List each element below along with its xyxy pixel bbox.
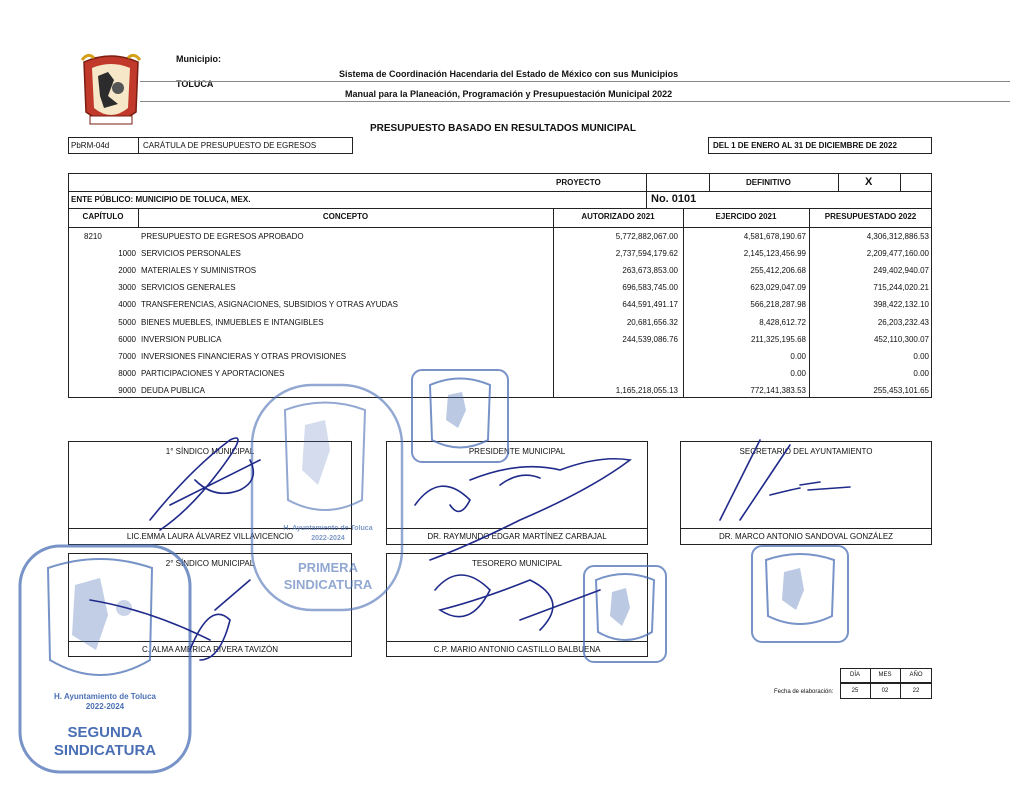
row-concepto: MATERIALES Y SUMINISTROS <box>141 266 257 276</box>
row-autorizado: 644,591,491.17 <box>622 300 678 310</box>
row-ejercido: 623,029,047.09 <box>750 283 806 293</box>
definitivo-label: DEFINITIVO <box>746 178 791 187</box>
row-concepto: INVERSION PUBLICA <box>141 334 222 344</box>
date-anio-label: AÑO <box>909 672 923 678</box>
proyecto-label: PROYECTO <box>556 178 601 187</box>
row-concepto: PRESUPUESTO DE EGRESOS APROBADO <box>141 232 304 241</box>
sindico2-title: 2° SÍNDICO MUNICIPAL <box>165 559 255 568</box>
row-ejercido: 211,325,195.68 <box>750 334 806 344</box>
date-anio: 22 <box>912 688 920 694</box>
row-concepto: SERVICIOS GENERALES <box>141 283 236 293</box>
row-autorizado: 696,583,745.00 <box>622 283 678 293</box>
row-autorizado: 5,772,882,067.00 <box>615 232 678 241</box>
row-ejercido: 8,428,612.72 <box>759 317 806 327</box>
row-ejercido: 0.00 <box>790 368 806 378</box>
row-capitulo: 1000 <box>118 249 136 259</box>
square-stamp-icon-1 <box>412 370 508 462</box>
header-ejercido: EJERCIDO 2021 <box>715 212 777 221</box>
header-capitulo: CAPÍTULO <box>82 212 124 221</box>
presidente-title: PRESIDENTE MUNICIPAL <box>468 447 566 456</box>
row-concepto: TRANSFERENCIAS, ASIGNACIONES, SUBSIDIOS Y OTRAS AYUDAS <box>141 300 398 310</box>
square-stamp-icon-3 <box>752 546 848 642</box>
municipio-name: TOLUCA <box>176 79 214 89</box>
mid-stamp-text-line3: PRIMERA <box>298 560 358 575</box>
row-capitulo: 9000 <box>118 385 136 395</box>
row-ejercido: 772,141,383.53 <box>750 385 806 395</box>
date-mes-label: MES <box>878 672 892 678</box>
row-autorizado: 20,681,656.32 <box>626 317 678 327</box>
row-presupuestado: 249,402,940.07 <box>873 266 929 276</box>
row-presupuestado: 0.00 <box>913 368 929 378</box>
row-capitulo: 2000 <box>118 266 136 276</box>
header-presupuestado: PRESUPUESTADO 2022 <box>824 212 917 221</box>
definitivo-mark: X <box>865 176 873 188</box>
form-code: PbRM-04d <box>71 141 110 150</box>
row-capitulo: 7000 <box>118 351 136 361</box>
row-autorizado: 2,737,594,179.62 <box>615 249 678 259</box>
date-dia-label: DÍA <box>849 672 860 678</box>
header-concepto: CONCEPTO <box>322 212 369 221</box>
stamp-text-line1: H. Ayuntamiento de Toluca <box>54 692 156 701</box>
municipio-label: Municipio: <box>176 54 221 64</box>
square-stamp-icon-2 <box>584 566 666 662</box>
sindico1-title: 1° SÍNDICO MUNICIPAL <box>165 447 255 456</box>
secretario-name: DR. MARCO ANTONIO SANDOVAL GONZÁLEZ <box>718 532 894 541</box>
report-title: PRESUPUESTO BASADO EN RESULTADOS MUNICIPAL <box>370 123 636 134</box>
row-capitulo: 8000 <box>118 368 136 378</box>
mid-stamp-text-line2: 2022-2024 <box>311 535 345 542</box>
row-concepto: SERVICIOS PERSONALES <box>141 249 241 259</box>
system-title: Sistema de Coordinación Hacendaria del Estado de México con sus Municipios <box>339 69 679 79</box>
row-presupuestado: 255,453,101.65 <box>873 385 929 395</box>
row-presupuestado: 452,110,300.07 <box>873 334 929 344</box>
row-ejercido: 4,581,678,190.67 <box>743 232 806 241</box>
mid-stamp-text-line4: SINDICATURA <box>283 577 373 592</box>
header-autorizado: AUTORIZADO 2021 <box>581 212 655 221</box>
stamp-text-line2: 2022-2024 <box>85 702 125 711</box>
row-presupuestado: 0.00 <box>913 351 929 361</box>
period: DEL 1 DE ENERO AL 31 DE DICIEMBRE DE 2022 <box>713 141 897 150</box>
manual-title: Manual para la Planeación, Programación y Presupuestación Municipal 2022 <box>345 89 673 99</box>
row-concepto: DEUDA PUBLICA <box>141 385 206 395</box>
tesorero-name: C.P. MARIO ANTONIO CASTILLO BALBUENA <box>433 645 601 654</box>
row-presupuestado: 2,209,477,160.00 <box>866 249 929 259</box>
date-label: Fecha de elaboración: <box>774 689 834 695</box>
sindico2-name: C. ALMA AMÉRICA RIVERA TAVIZÓN <box>141 645 279 654</box>
row-presupuestado: 398,422,132.10 <box>873 300 929 310</box>
stamp-text-line3: SEGUNDA <box>67 724 143 741</box>
row-capitulo: 4000 <box>118 300 136 310</box>
presidente-name: DR. RAYMUNDO EDGAR MARTÍNEZ CARBAJAL <box>427 532 607 541</box>
entity-label: ENTE PÚBLICO: MUNICIPIO DE TOLUCA, MEX. <box>71 195 251 204</box>
row-ejercido: 0.00 <box>790 351 806 361</box>
signature-strokes <box>90 438 850 660</box>
sindico1-name: LIC.EMMA LAURA ÁLVAREZ VILLAVICENCIO <box>126 532 294 541</box>
row-autorizado: 263,673,853.00 <box>622 266 678 276</box>
row-presupuestado: 4,306,312,886.53 <box>866 232 929 241</box>
entity-number: No. 0101 <box>651 193 697 205</box>
row-capitulo: 8210 <box>84 232 102 241</box>
row-presupuestado: 26,203,232.43 <box>877 317 929 327</box>
stamp-text-line4: SINDICATURA <box>53 742 157 759</box>
row-autorizado: 244,539,086.76 <box>622 334 678 344</box>
secretario-title: SECRETARIO DEL AYUNTAMIENTO <box>739 447 873 456</box>
mid-stamp-text-line1: H. Ayuntamiento de Toluca <box>283 525 373 532</box>
row-capitulo: 3000 <box>118 283 136 293</box>
row-capitulo: 6000 <box>118 334 136 344</box>
row-concepto: PARTICIPACIONES Y APORTACIONES <box>141 368 285 378</box>
row-autorizado: 1,165,218,055.13 <box>615 385 678 395</box>
row-ejercido: 566,218,287.98 <box>750 300 806 310</box>
row-capitulo: 5000 <box>118 317 136 327</box>
row-ejercido: 255,412,206.68 <box>750 266 806 276</box>
row-concepto: BIENES MUEBLES, INMUEBLES E INTANGIBLES <box>141 317 324 327</box>
date-mes: 02 <box>881 688 889 694</box>
form-name: CARÁTULA DE PRESUPUESTO DE EGRESOS <box>143 141 317 150</box>
row-ejercido: 2,145,123,456.99 <box>743 249 806 259</box>
tesorero-title: TESORERO MUNICIPAL <box>471 559 563 568</box>
row-presupuestado: 715,244,020.21 <box>873 283 929 293</box>
row-concepto: INVERSIONES FINANCIERAS Y OTRAS PROVISIONES <box>141 351 347 361</box>
date-dia: 25 <box>851 688 859 694</box>
